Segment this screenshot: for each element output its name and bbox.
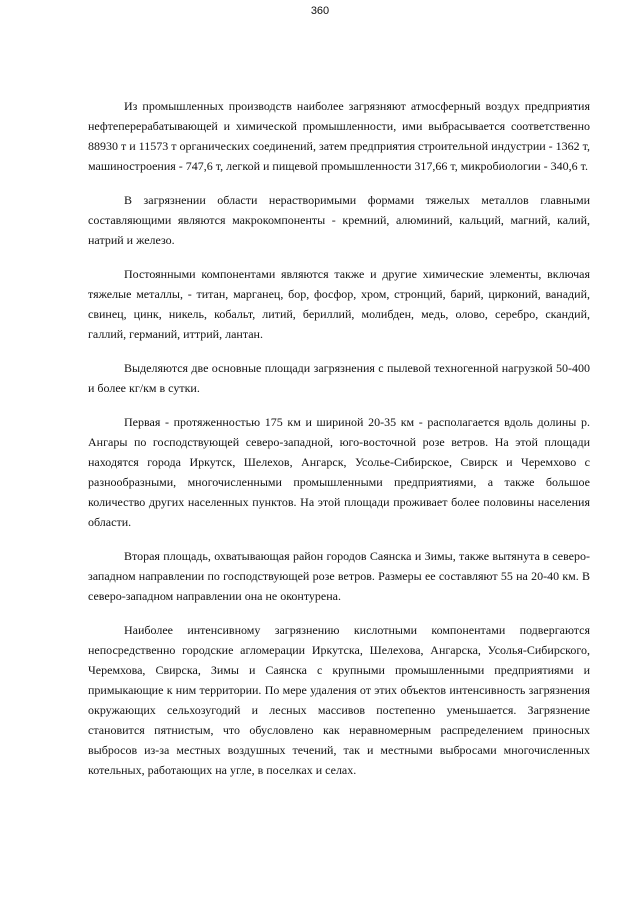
page-number: 360 [310, 5, 330, 17]
paragraph-macrocomponents: В загрязнении области нерастворимыми формами тяжелых металлов главными составляющими являются макрокомпоненты - кремний, алюминий, кальций, магний, калий, натрий и железо. [88, 193, 590, 247]
paragraph-two-areas: Выделяются две основные площади загрязнения с пылевой техногенной нагрузкой 50-400 и более кг/км в сутки. [88, 361, 590, 395]
paragraph-industrial-emissions: Из промышленных производств наиболее загрязняют атмосферный воздух предприятия нефтеперерабатывающей и химической промышленности, ими выбрасывается соответственно 88930 т и 11573 т органических соединений, затем предприятия строительной индустрии - 1362 т, машиностроения - 747,6 т, легкой и пищевой промышленности 317,66 т, микробиологии - 340,6 т. [88, 99, 591, 173]
paragraph-acid-pollution: Наиболее интенсивному загрязнению кислотными компонентами подвергаются непосредственно городские агломерации Иркутска, Шелехова, Ангарска, Усолья-Сибирского, Черемхова, Свирска, Зимы и Саянска с крупными промышленными предприятиями и примыкающие к ним территории. По мере удаления от этих объектов интенсивность загрязнения окружающих сельхозугодий и лесных массивов постепенно уменьшается. Загрязнение становится пятнистым, что обусловлено как неравномерным распределением приносных выбросов из-за местных воздушных течений, так и местными выбросами многочисленных котельных, работающих на угле, в поселках и селах. [88, 623, 590, 777]
document-body [88, 96, 590, 794]
paragraph-constant-components: Постоянными компонентами являются также и другие химические элементы, включая тяжелые металлы, - титан, марганец, бор, фосфор, хром, стронций, барий, цирконий, ванадий, свинец, цинк, никель, кобальт, литий, бериллий, молибден, медь, олово, серебро, скандий, галлий, германий, иттрий, лантан. [88, 267, 590, 341]
paragraph-second-area: Вторая площадь, охватывающая район городов Саянска и Зимы, также вытянута в северо-западном направлении по господствующей розе ветров. Размеры ее составляют 55 на 20-40 км. В северо-западном направлении она не оконтурена. [88, 549, 590, 603]
paragraph-first-area: Первая - протяженностью 175 км и шириной 20-35 км - располагается вдоль долины р. Ангары по господствующей северо-западной, юго-восточной розе ветров. На этой площади находятся города Иркутск, Шелехов, Ангарск, Усолье-Сибирское, Свирск и Черемхово с разнообразными, многочисленными промышленными предприятиями, а также большое количество других населенных пунктов. На этой площади проживает более половины населения области. [88, 415, 590, 529]
